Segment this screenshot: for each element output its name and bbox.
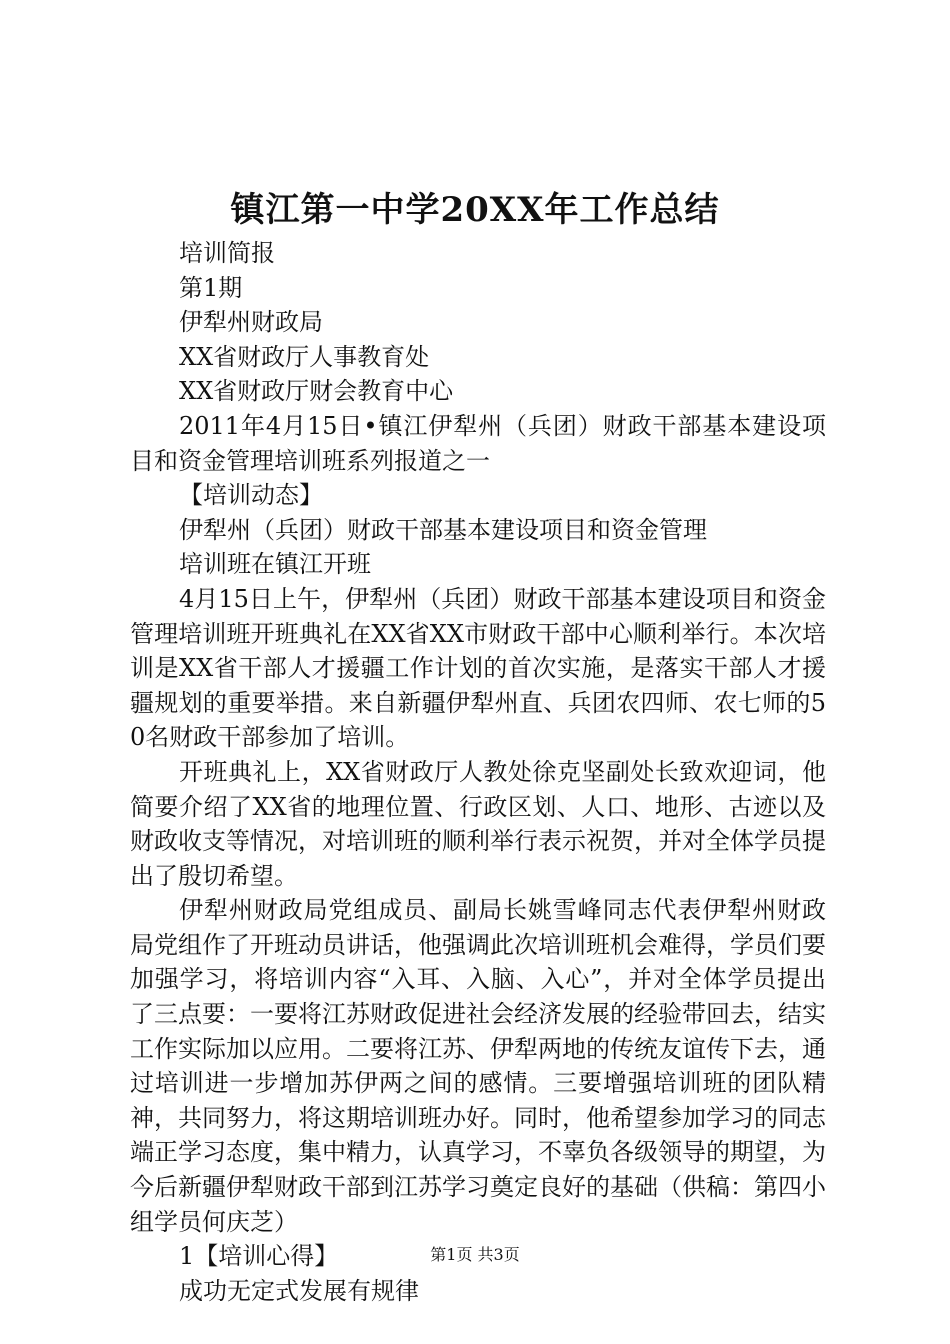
body-paragraph-2: 开班典礼上，XX省财政厅人教处徐克坚副处长致欢迎词，他简要介绍了XX省的地理位置、行政区划、人口、地形、古迹以及财政收支等情况，对培训班的顺利举行表示祝贺，并对全体学员提出了殷切希望。 [130,757,826,890]
section-heading-insight: 1【培训心得】 [179,1242,339,1271]
body-paragraph-3: 伊犁州财政局党组成员、副局长姚雪峰同志代表伊犁州财政局党组作了开班动员讲话，他强调此次培训班机会难得，学员们要加强学习，将培训内容“入耳、入脑、入心”，并对全体学员提出了三点要：一要将江苏财政促进社会经济发展的经验带回去，结实工作实际加以应用。二要将江苏、伊犁两地的传统友谊传下去，通过培训进一步增加苏伊两之间的感情。三要增强培训班的团队精神，共同努力，将这期培训班办好。同时，他希望参加学习的同志端正学习态度，集中精力，认真学习，不辜负各级领导的期望，为今后新疆伊犁财政干部到江苏学习奠定良好的基础（供稿：第四小组学员何庆芝） [130,896,826,1236]
org-line-2: XX省财政厅人事教育处 [179,342,430,371]
issue-number: 第1期 [179,273,243,302]
news-headline-line-1: 伊犁州（兵团）财政干部基本建设项目和资金管理 [179,515,707,544]
org-line-1: 伊犁州财政局 [179,308,323,337]
section-heading-dynamic: 【培训动态】 [179,481,323,510]
news-headline-line-2: 培训班在镇江开班 [179,550,371,579]
closing-line: 成功无定式发展有规律 [179,1276,419,1305]
series-paragraph: 2011年4月15日•镇江伊犁州（兵团）财政干部基本建设项目和资金管理培训班系列报道之一 [130,411,826,475]
document-title: 镇江第一中学20XX年工作总结 [230,190,720,230]
bulletin-name: 培训简报 [179,239,275,267]
body-paragraph-1: 4月15日上午，伊犁州（兵团）财政干部基本建设项目和资金管理培训班开班典礼在XX省XX市财政干部中心顺利举行。本次培训是XX省干部人才援疆工作计划的首次实施，是落实干部人才援疆规划的重要举措。来自新疆伊犁州直、兵团农四师、农七师的50名财政干部参加了培训。 [130,584,826,752]
page-footer: 第1页 共3页 [430,1245,520,1264]
org-line-3: XX省财政厅财会教育中心 [179,377,454,406]
document-body [130,236,826,1308]
